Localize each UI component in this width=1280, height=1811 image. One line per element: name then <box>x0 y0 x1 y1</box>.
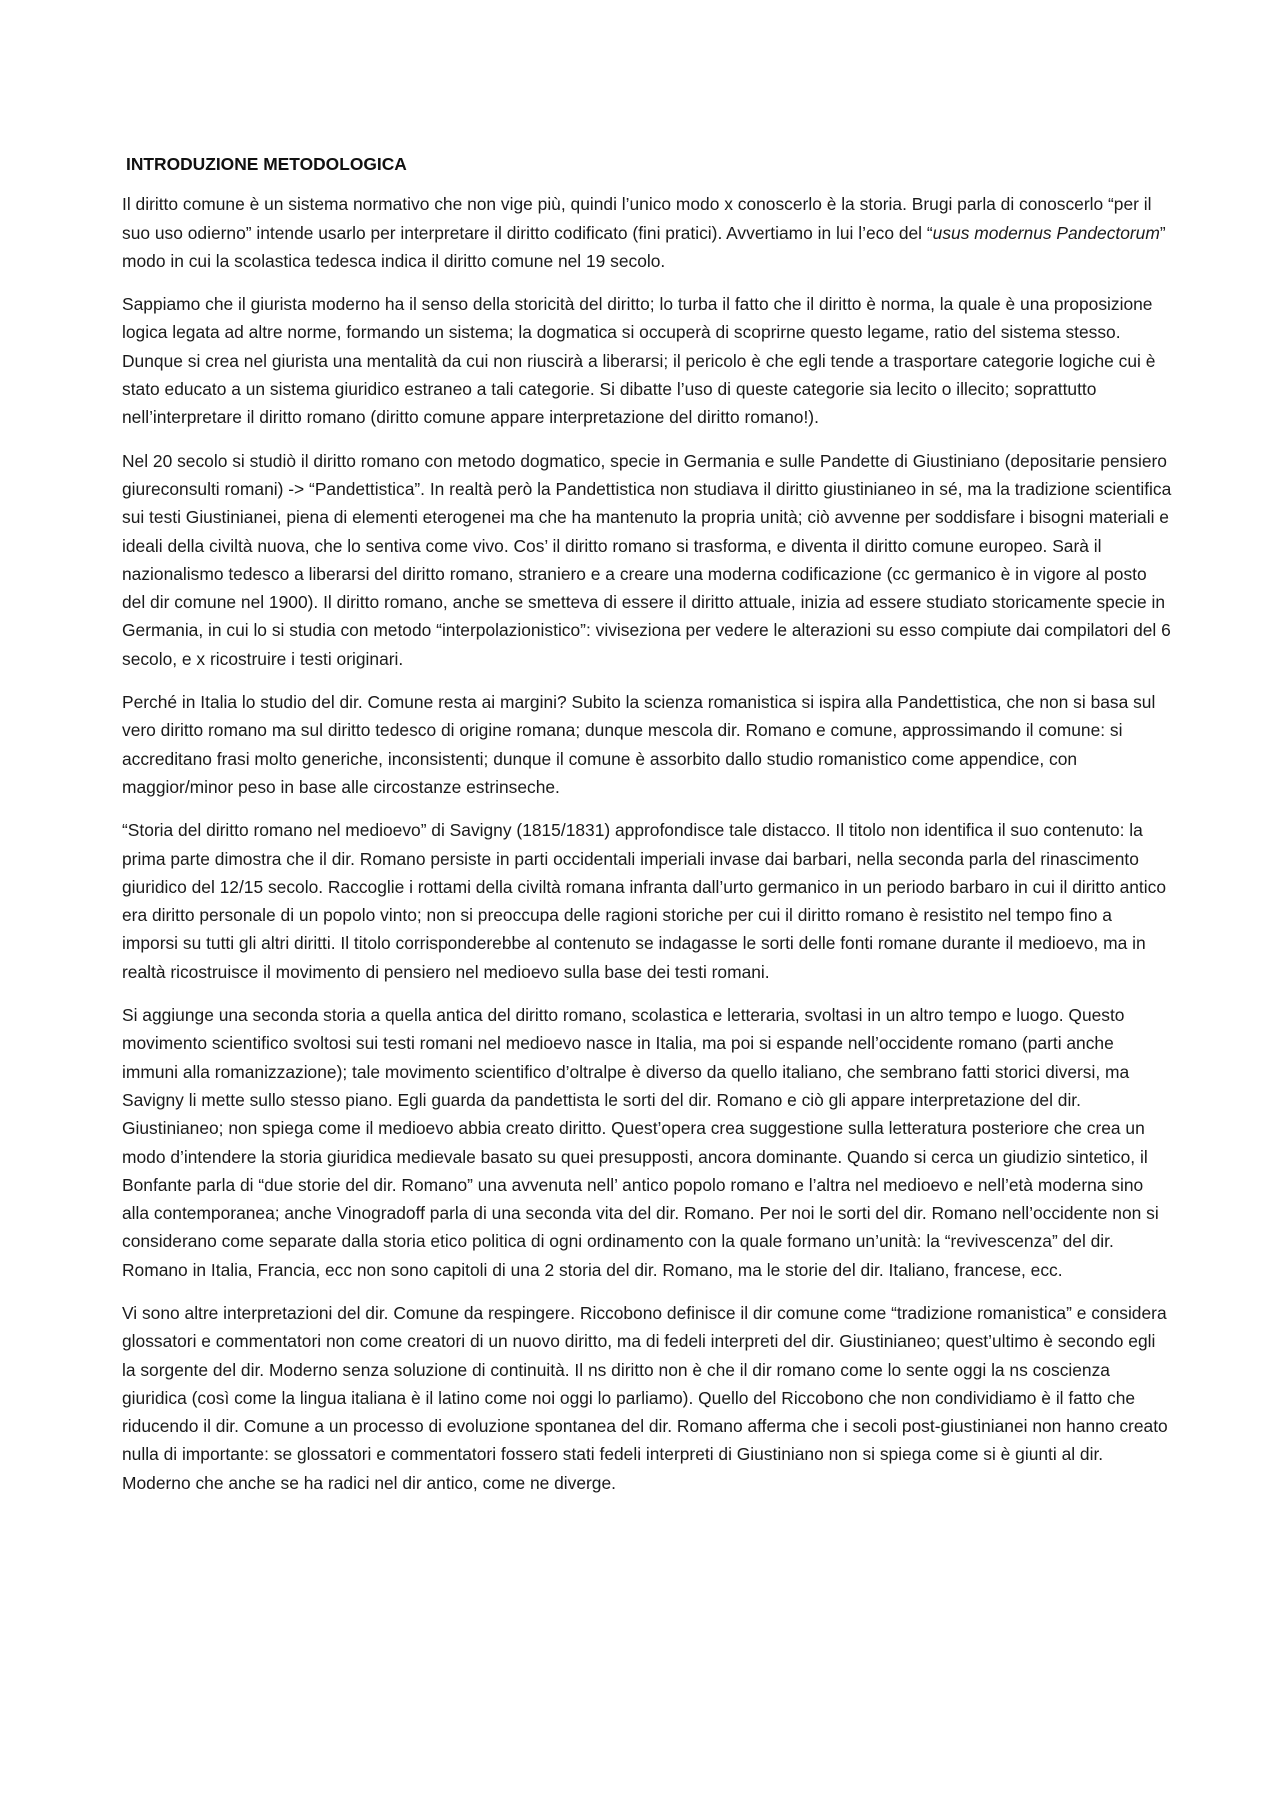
paragraph-1 <box>122 190 1172 275</box>
paragraph-1-italic: usus modernus Pandectorum <box>932 222 1160 243</box>
paragraph-7: Vi sono altre interpretazioni del dir. Comune da respingere. Riccobono definisce il dir comune come “tradizione romanistica” e considera glossatori e commentatori non come creatori di un nuovo diritto, ma di fedeli interpreti del dir. Giustinianeo; quest’ultimo è secondo egli la sorgente del dir. Moderno senza soluzione di continuità. Il ns diritto non è che il dir romano come lo sente oggi la ns coscienza giuridica (così come la lingua italiana è il latino come noi oggi lo parliamo). Quello del Riccobono che non condividiamo è il fatto che riducendo il dir. Comune a un processo di evoluzione spontanea del dir. Romano afferma che i secoli post-giustinianei non hanno creato nulla di importante: se glossatori e commentatori fossero stati fedeli interpreti di Giustiniano non si spiega come si è giunti al dir. Moderno che anche se ha radici nel dir antico, come ne diverge. <box>122 1302 1168 1493</box>
paragraph-1-text-a: Il diritto comune è un sistema normativo che non vige più, quindi l’unico modo x conoscerlo è la storia. Brugi parla di conoscerlo “per il suo uso odierno” intende usarlo per interpretare il diritto codificato (fini pratici). Avvertiamo in lui l’eco del “ <box>122 194 1152 243</box>
document-body <box>122 150 1172 1512</box>
paragraph-6: Si aggiunge una seconda storia a quella antica del diritto romano, scolastica e letteraria, svoltasi in un altro tempo e luogo. Questo movimento scientifico svoltosi sui testi romani nel medioevo nasce in Italia, ma poi si espande nell’occidente romano (parti anche immuni alla romanizzazione); tale movimento scientifico d’oltralpe è diverso da quello italiano, che sembrano fatti storici diversi, ma Savigny li mette sullo stesso piano. Egli guarda da pandettista le sorti del dir. Romano e ciò gli appare interpretazione del dir. Giustinianeo; non spiega come il medioevo abbia creato diritto. Quest’opera crea suggestione sulla letteratura posteriore che crea un modo d’intendere la storia giuridica medievale basato su quei presupposti, ancora dominante. Quando si cerca un giudizio sintetico, il Bonfante parla di “due storie del dir. Romano” una avvenuta nell’ antico popolo romano e l’altra nel medioevo e nell’età moderna sino alla contemporanea; anche Vinogradoff parla di una seconda vita del dir. Romano. Per noi le sorti del dir. Romano nell’occidente non si considerano come separate dalla storia etico politica di ogni ordinamento con la quale formano un’unità: la “revivescenza” del dir. Romano in Italia, Francia, ecc non sono capitoli di una 2 storia del dir. Romano, ma le storie del dir. Italiano, francese, ecc. <box>122 1005 1159 1280</box>
paragraph-4: Perché in Italia lo studio del dir. Comune resta ai margini? Subito la scienza romanistica si ispira alla Pandettistica, che non si basa sul vero diritto romano ma sul diritto tedesco di origine romana; dunque mescola dir. Romano e comune, approssimando il comune: si accreditano frasi molto generiche, inconsistenti; dunque il comune è assorbito dallo studio romanistico come appendice, con maggior/minor peso in base alle circostanze estrinseche. <box>122 692 1156 797</box>
paragraph-2: Sappiamo che il giurista moderno ha il senso della storicità del diritto; lo turba il fatto che il diritto è norma, la quale è una proposizione logica legata ad altre norme, formando un sistema; la dogmatica si occuperà di scoprirne questo legame, ratio del sistema stesso. Dunque si crea nel giurista una mentalità da cui non riuscirà a liberarsi; il pericolo è che egli tende a trasportare categorie logiche cui è stato educato a un sistema giuridico estraneo a tali categorie. Si dibatte l’uso di queste categorie sia lecito o illecito; soprattutto nell’interpretare il diritto romano (diritto comune appare interpretazione del diritto romano!). <box>122 294 1156 428</box>
document-title: INTRODUZIONE METODOLOGICA <box>126 154 407 174</box>
paragraph-3: Nel 20 secolo si studiò il diritto romano con metodo dogmatico, specie in Germania e sulle Pandette di Giustiniano (depositarie pensiero giureconsulti romani) -> “Pandettistica”. In realtà però la Pandettistica non studiava il diritto giustinianeo in sé, ma la tradizione scientifica sui testi Giustinianei, piena di elementi eterogenei ma che ha mantenuto la propria unità; ciò avvenne per soddisfare i bisogni materiali e ideali della civiltà nuova, che lo sentiva come vivo. Cos’ il diritto romano si trasforma, e diventa il diritto comune europeo. Sarà il nazionalismo tedesco a liberarsi del diritto romano, straniero e a creare una moderna codificazione (cc germanico è in vigore al posto del dir comune nel 1900). Il diritto romano, anche se smetteva di essere il diritto attuale, inizia ad essere studiato storicamente specie in Germania, in cui lo si studia con metodo “interpolazionistico”: viviseziona per vedere le alterazioni su esso compiute dai compilatori del 6 secolo, e x ricostruire i testi originari. <box>122 450 1172 669</box>
paragraph-1-text-b: ” modo in cui la scolastica tedesca indica il diritto comune nel 19 secolo. <box>122 222 1166 271</box>
paragraph-5: “Storia del diritto romano nel medioevo” di Savigny (1815/1831) approfondisce tale distacco. Il titolo non identifica il suo contenuto: la prima parte dimostra che il dir. Romano persiste in parti occidentali imperiali invase dai barbari, nella seconda parla del rinascimento giuridico del 12/15 secolo. Raccoglie i rottami della civiltà romana infranta dall’urto germanico in un periodo barbaro in cui il diritto antico era diritto personale di un popolo vinto; non si preoccupa delle ragioni storiche per cui il diritto romano è resistito nel tempo fino a imporsi su tutti gli altri diritti. Il titolo corrisponderebbe al contenuto se indagasse le sorti delle fonti romane durante il medioevo, ma in realtà ricostruisce il movimento di pensiero nel medioevo sulla base dei testi romani. <box>122 820 1166 982</box>
